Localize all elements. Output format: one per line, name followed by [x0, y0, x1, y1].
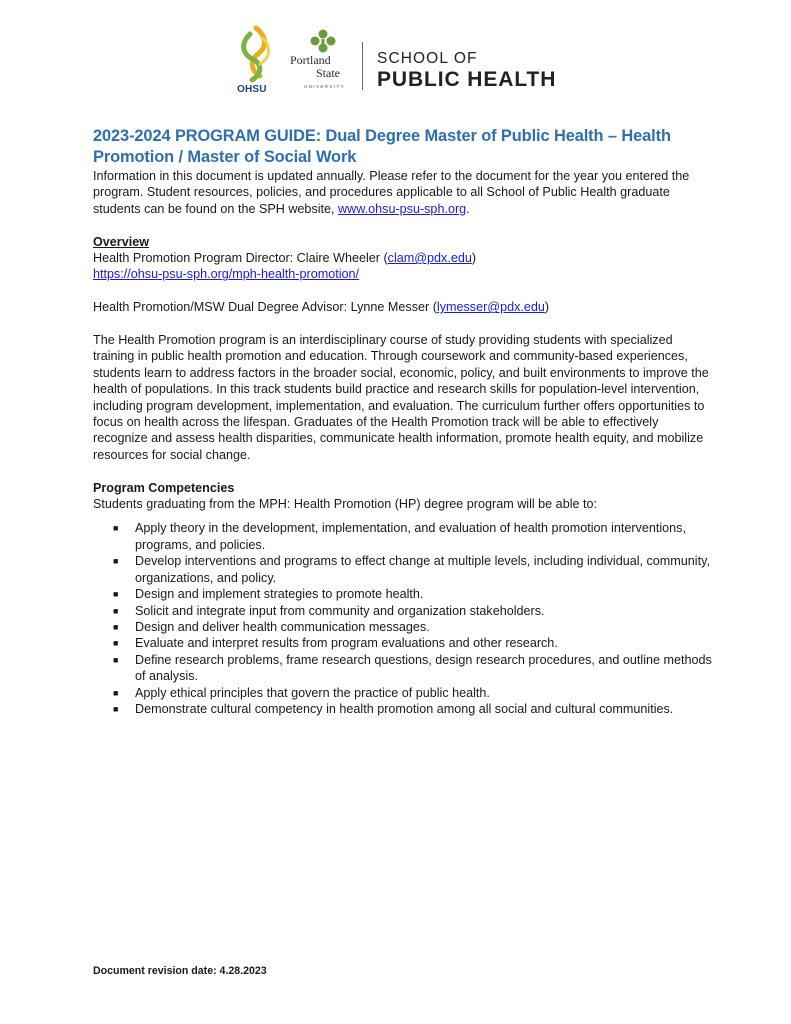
advisor-email-link[interactable]: lymesser@pdx.edu	[436, 300, 545, 315]
ohsu-label: OHSU	[237, 84, 267, 95]
psu-line2: State	[316, 66, 340, 80]
intro-end: .	[466, 201, 470, 216]
list-item	[93, 520, 713, 553]
header-logos	[232, 22, 562, 102]
bullet-icon: ■	[113, 605, 119, 616]
list-item	[93, 635, 713, 651]
competencies-intro: Students graduating from the MPH: Health Promotion (HP) degree program will be able to:	[93, 497, 597, 512]
revision-date: Document revision date: 4.28.2023	[93, 965, 267, 977]
list-item	[93, 553, 713, 586]
bullet-icon: ■	[113, 523, 119, 534]
list-item	[93, 603, 713, 619]
list-item	[93, 619, 713, 635]
list-item	[93, 685, 713, 701]
bullet-icon: ■	[113, 621, 119, 632]
sph-website-link[interactable]: www.ohsu-psu-sph.org	[338, 201, 467, 216]
director-prefix: Health Promotion Program Director: Claire Wheeler (	[93, 251, 388, 266]
competency-text: Solicit and integrate input from community and organization stakeholders.	[135, 603, 545, 618]
competency-text: Apply ethical principles that govern the practice of public health.	[135, 685, 490, 700]
competencies-heading: Program Competencies	[93, 480, 235, 495]
bullet-icon: ■	[113, 703, 119, 714]
competency-text: Apply theory in the development, implementation, and evaluation of health promotion interventions, programs, and policies.	[135, 521, 686, 552]
director-line	[93, 250, 713, 266]
competency-text: Evaluate and interpret results from program evaluations and other research.	[135, 636, 558, 651]
advisor-line	[93, 299, 713, 315]
psu-wordmark	[288, 54, 358, 80]
director-email-link[interactable]: clam@pdx.edu	[387, 251, 472, 266]
competency-text: Define research problems, frame research questions, design research procedures, and outline methods of analysis.	[135, 652, 712, 684]
sph-line1: SCHOOL OF	[377, 50, 478, 67]
psu-line1: Portland	[290, 53, 331, 67]
competencies-list	[93, 520, 713, 717]
sph-line2: PUBLIC HEALTH	[377, 68, 557, 91]
bullet-icon: ■	[113, 654, 119, 665]
overview-heading: Overview	[93, 234, 150, 249]
intro-paragraph	[93, 168, 713, 217]
program-url-link[interactable]: https://ohsu-psu-sph.org/mph-health-promotion/	[93, 267, 360, 282]
logo-divider	[362, 42, 363, 90]
director-suffix: )	[471, 251, 477, 266]
bullet-icon: ■	[113, 589, 119, 600]
list-item	[93, 586, 713, 602]
bullet-icon: ■	[113, 556, 119, 567]
list-item	[93, 652, 713, 685]
competency-text: Develop interventions and programs to effect change at multiple levels, including individual, community, organizations, and policy.	[135, 554, 710, 585]
intro-text: Information in this document is updated annually. Please refer to the document for the year you entered the program. Student resources, policies, and procedures applicable to all School of Public Health graduate students can be found on the SPH website,	[93, 169, 690, 216]
advisor-suffix: )	[544, 300, 550, 315]
document-body	[93, 126, 713, 717]
page-title: 2023-2024 PROGRAM GUIDE: Dual Degree Master of Public Health – Health Promotion / Master of Social Work	[93, 127, 671, 166]
list-item	[93, 701, 713, 717]
psu-university: UNIVERSITY	[304, 84, 346, 89]
competency-text: Design and deliver health communication messages.	[135, 619, 430, 634]
bullet-icon: ■	[113, 687, 119, 698]
competency-text: Design and implement strategies to promote health.	[135, 587, 424, 602]
bullet-icon: ■	[113, 638, 119, 649]
competency-text: Demonstrate cultural competency in health promotion among all social and cultural communities.	[135, 701, 674, 716]
program-description: The Health Promotion program is an interdisciplinary course of study providing students with specialized training in public health promotion and education. Through coursework and community-based experiences, students learn to address factors in the broader social, economic, policy, and built environments to improve the health of populations. In this track students build practice and research skills for population-level intervention, including program development, implementation, and evaluation. The curriculum further offers opportunities to focus on health across the lifespan. Graduates of the Health Promotion track will be able to effectively recognize and assess health disparities, communicate health information, promote health equity, and mobilize resources for social change.	[93, 333, 709, 462]
advisor-prefix: Health Promotion/MSW Dual Degree Advisor: Lynne Messer (	[93, 300, 437, 315]
